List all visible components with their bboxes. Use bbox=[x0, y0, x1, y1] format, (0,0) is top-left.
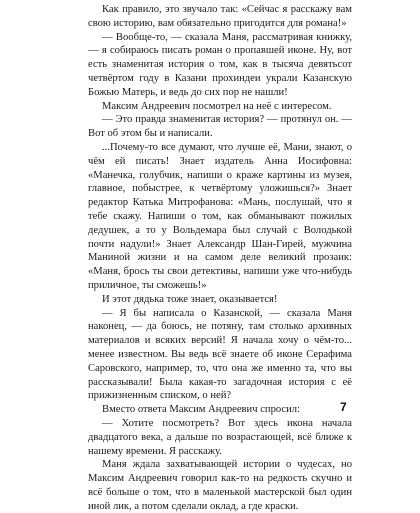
paragraph: Максим Андреевич посмотрел на неё с интересом. bbox=[102, 100, 332, 112]
paragraph: — Я бы написала о Казанской, — сказала Маня наконец, — да боюсь, не потяну, там столько архивных материалов и всяких версий! Я начала хочу о чём-то... менее известном. Вы ведь всё знаете об иконе Серафима Саровского, например, то, что она же именно та, что вы рассказывали! Была какая-то загадочная история с её прижизненным списком, о ней? bbox=[88, 307, 352, 402]
paragraph: — Это правда знаменитая история? — протянул он. — Вот об этом бы и написали. bbox=[88, 114, 352, 140]
paragraph: ...Почему-то все думают, что лучше её, Мани, знают, о чём ей писать! Знает издатель Анна Иосифовна: «Манечка, голубчик, напиши о краже картины из музея, главное, побыстрее, к четвёртому уложишься?» Знает редактор Катька Митрофанова: «Мань, послушай, что я тебе скажу. Напиши о том, как обманывают пожилых дедушек, а то у Вольдемара был случай с Володькой почти надули!» Знает Александр Шан-Гирей, мужчина Маниной жизни и на самом деле великий прозаик: «Маня, брось ты свои детективы, напиши уже что-нибудь приличное, ты сможешь!» bbox=[88, 141, 352, 291]
paragraph: Маня ждала захватывающей истории о чудесах, но Максим Андреевич говорил как-то на редкость скучно и всё больше о том, что в маленькой мастерской был один иной лик, а потом сделали оклад, а где краски. bbox=[88, 459, 352, 512]
paragraph: Как правило, это звучало так: «Сейчас я расскажу вам свою историю, вам обязательно пригодится для романа!» bbox=[88, 4, 352, 29]
paragraph: И этот дядька тоже знает, оказывается! bbox=[102, 293, 278, 305]
page-number: 7 bbox=[340, 400, 347, 414]
book-page-text bbox=[88, 3, 352, 513]
paragraph: Вместо ответа Максим Андреевич спросил: bbox=[102, 404, 301, 416]
paragraph: — Хотите посмотреть? Вот здесь икона начала двадцатого века, а дальше по возрастающей, всё ближе к нашему времени. Я расскажу. bbox=[88, 417, 352, 457]
paragraph: — Вообще-то, — сказала Маня, рассматривая книжку, — я собираюсь писать роман о пропавшей иконе. Ну, вот есть знаменитая история о том, как в тысяча девятьсот четвёртом году в Казани прохиндеи украли Казанскую Божью Матерь, и ведь до сих пор не нашли! bbox=[88, 31, 352, 98]
